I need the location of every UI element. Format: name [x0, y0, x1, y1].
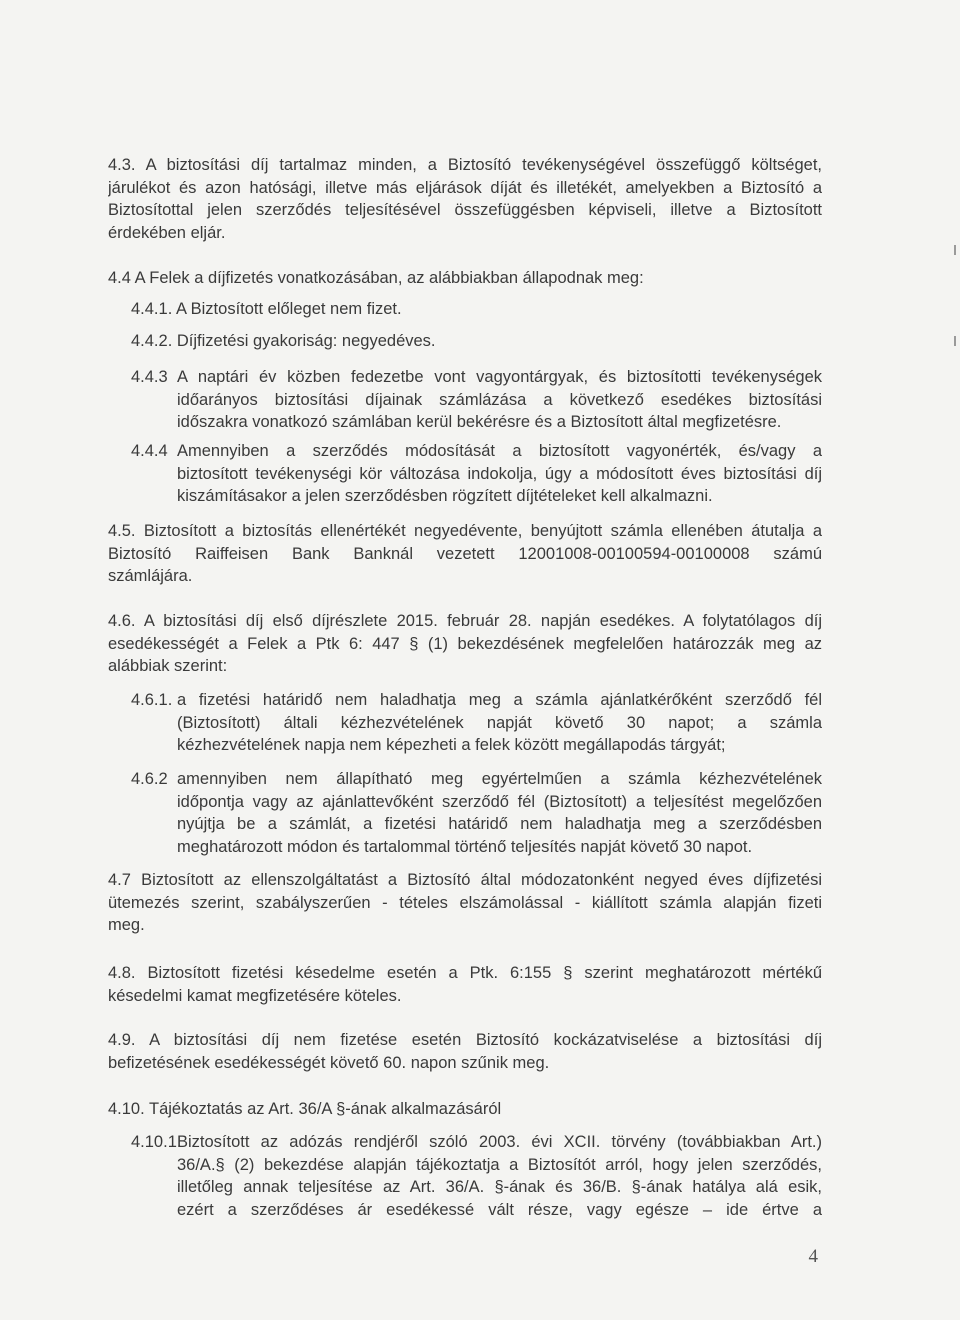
text-line: meghatározott módon és tartalommal történő teljesítés napját követő 30 napot.	[177, 837, 753, 856]
text-line: biztosított tevékenységi kör változása indokolja, úgy a módosított éves biztosítási díj	[177, 464, 822, 483]
paragraph-4-10-1	[177, 1131, 822, 1221]
text-line: késedelmi kamat megfizetésére köteles.	[108, 986, 402, 1005]
text-line: időszakra vonatkozó számlában kerül bekérésre és a Biztosított által megfizetésre.	[177, 413, 782, 432]
paragraph-4-6-2-number	[131, 768, 177, 791]
scan-edge-mark	[954, 245, 956, 255]
text-line: 36/A.§ (2) bekezdése alapján tájékoztatja a Biztosítót arról, hogy jelen szerződés,	[177, 1155, 822, 1174]
text-line: 4.5. Biztosított a biztosítás ellenértékét negyedévente, benyújtott számla ellenében átutalja a	[108, 522, 822, 540]
section-number: 4.4.3	[131, 368, 168, 386]
text-line: időarányos biztosítási díjainak számlázása a következő esedékes biztosítási	[177, 390, 822, 409]
text-line: a fizetési határidő nem haladhatja meg a számla ajánlatkérőként szerződő fél	[177, 691, 822, 709]
text-line: ezért a szerződéses ár esedékessé vált része, vagy egésze – ide értve a	[177, 1200, 822, 1219]
paragraph-4-10	[108, 1098, 822, 1121]
text-line: 4.3. A biztosítási díj tartalmaz minden, a Biztosító tevékenységével összefüggő költséget,	[108, 156, 822, 174]
text-line: 4.8. Biztosított fizetési késedelme esetén a Ptk. 6:155 § szerint meghatározott mértékű	[108, 964, 822, 982]
text-line: meg.	[108, 916, 145, 935]
paragraph-4-6-1-number	[131, 689, 177, 712]
text-line: A naptári év közben fedezetbe vont vagyontárgyak, és biztosítotti tevékenységek	[177, 368, 822, 386]
paragraph-4-4-4-number	[131, 440, 177, 463]
paragraph-4-6	[108, 610, 822, 678]
paragraph-4-3	[108, 154, 822, 244]
text-line: esedékességét a Felek a Ptk 6: 447 § (1) bekezdésének megfelelően határozzák meg az	[108, 634, 822, 653]
text-line: 4.10. Tájékoztatás az Art. 36/A §-ának alkalmazásáról	[108, 1100, 502, 1118]
paragraph-4-8	[108, 962, 822, 1007]
page-number: 4	[808, 1246, 818, 1267]
paragraph-4-6-2	[177, 768, 822, 858]
section-number: 4.6.1.	[131, 691, 173, 709]
text-line: (Biztosított) általi kézhezvételének napját követő 30 napot; a számla	[177, 713, 822, 732]
text-line: 4.7 Biztosított az ellenszolgáltatást a Biztosító által módozatonként negyed éves díjfizetési	[108, 871, 822, 889]
text-line: nyújtja be a számlát, a fizetési határidő nem haladhatja meg a szerződésben	[177, 815, 822, 834]
paragraph-4-6-1	[177, 689, 822, 757]
text-line: alábbiak szerint:	[108, 657, 228, 676]
text-line: Amennyiben a szerződés módosítását a biztosított vagyonérték, és/vagy a	[177, 442, 822, 460]
text-line: ütemezés szerint, szabályszerűen - tételes elszámolással - kiállított számla alapján fizeti	[108, 893, 822, 912]
text-line: Biztosítottal jelen szerződés teljesítésével összefüggésben képviseli, illetve a Biztosított	[108, 201, 822, 220]
text-line: számlájára.	[108, 567, 193, 586]
paragraph-4-4-4	[177, 440, 822, 508]
paragraph-4-4	[108, 267, 822, 290]
text-line: illetőleg annak teljesítése az Art. 36/A. §-ának és 36/B. §-ának hatálya alá esik,	[177, 1178, 822, 1197]
text-line: 4.4 A Felek a díjfizetés vonatkozásában, az alábbiakban állapodnak meg:	[108, 269, 644, 287]
paragraph-4-10-1-number	[131, 1131, 182, 1154]
paragraph-4-4-1	[131, 298, 821, 321]
text-line: időpontja vagy az ajánlattevőként szerződő fél (Biztosított) a teljesítést megelőzően	[177, 792, 822, 811]
text-line: Biztosított az adózás rendjéről szóló 2003. évi XCII. törvény (továbbiakban Art.)	[177, 1133, 822, 1151]
text-line: 4.9. A biztosítási díj nem fizetése esetén Biztosító kockázatviselése a biztosítási díj	[108, 1031, 822, 1049]
text-line: Biztosító Raiffeisen Bank Banknál vezetett 12001008-00100594-00100008 számú	[108, 544, 822, 563]
paragraph-4-7	[108, 869, 822, 937]
text-line: érdekében eljár.	[108, 223, 226, 242]
text-line: kézhezvételének napja nem képezheti a felek között megállapodás tárgyát;	[177, 736, 726, 755]
text-line: 4.4.2. Díjfizetési gyakoriság: negyedéves.	[131, 332, 436, 350]
section-number: 4.6.2	[131, 770, 168, 788]
scan-edge-mark	[954, 336, 956, 346]
paragraph-4-4-2	[131, 330, 821, 353]
paragraph-4-4-3-number	[131, 366, 177, 389]
paragraph-4-9	[108, 1029, 822, 1074]
paragraph-4-4-3	[177, 366, 822, 434]
text-line: járulékot és azon hatósági, illetve más eljárások díját és illetékét, amelyekben a Biztosító a	[108, 178, 822, 197]
text-line: 4.6. A biztosítási díj első díjrészlete 2015. február 28. napján esedékes. A folytatólagos díj	[108, 612, 822, 630]
text-line: befizetésének esedékességét követő 60. napon szűnik meg.	[108, 1053, 550, 1072]
text-line: amennyiben nem állapítható meg egyértelműen a számla kézhezvételének	[177, 770, 822, 788]
text-line: kiszámításakor a jelen szerződésben rögzített díjtételeket kell alkalmazni.	[177, 487, 713, 506]
text-line: 4.4.1. A Biztosított előleget nem fizet.	[131, 300, 402, 318]
section-number: 4.10.1.	[131, 1133, 182, 1151]
section-number: 4.4.4	[131, 442, 168, 460]
paragraph-4-5	[108, 520, 822, 588]
